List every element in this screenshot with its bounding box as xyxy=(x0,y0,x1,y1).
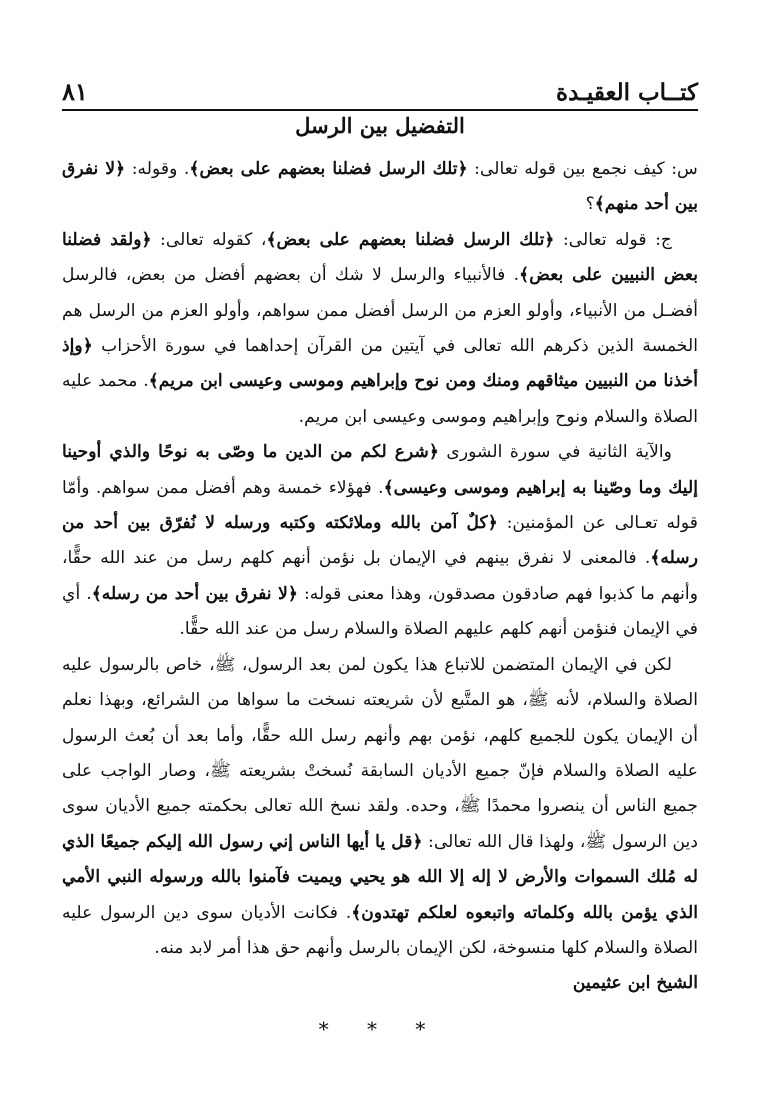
quran-verse: ﴿تلك الرسل فضلنا بعضهم على بعض﴾ xyxy=(189,159,468,179)
quran-verse: ﴿كلٌ آمن بالله وملائكته وكتبه ورسله لا نُفرّق بين أحد من رسله﴾ xyxy=(62,513,698,569)
quran-verse: ﴿وإذ أخذنا من النبيين ميثاقهم ومنك ومن نوح وإبراهيم وموسى وعيسى ابن مريم﴾ xyxy=(62,336,698,392)
quran-verse: ﴿ولقد فضلنا بعض النبيين على بعض﴾ xyxy=(62,229,698,286)
quran-verse: ﴿قل يا أيها الناس إني رسول الله إليكم جميعًا الذي له مُلك السموات والأرض لا إله إلا الله هو يحيي ويميت فآمنوا بالله ورسوله النبي الأمي الذي يؤمن بالله وكلماته واتبعوه لعلكم تهتدون﴾ xyxy=(62,831,698,923)
running-book-title: كتــاب العقيـدة xyxy=(556,79,698,106)
answer-text: . فالمعنى لا نفرق بينهم في الإيمان بل نؤمن أنهم كلهم رسل من عند الله حقًّا، وأنهم ما كذبوا فهم صادقون مصدقون، وهذا معنى قوله: xyxy=(62,548,698,604)
answer-paragraph-2 xyxy=(62,435,698,647)
quran-verse: ﴿لا نفرق بين أحد من رسله﴾ xyxy=(91,583,298,604)
answer-text: . أي في الإيمان فنؤمن أنهم كلهم عليهم الصلاة والسلام رسل من عند الله حقًّا. xyxy=(62,583,698,640)
quran-verse: ﴿تلك الرسل فضلنا بعضهم على بعض﴾ xyxy=(266,229,555,250)
answer-text: ج: قوله تعالى: xyxy=(554,229,672,250)
section-separator: * * * xyxy=(318,1016,442,1041)
section-title: التفضيل بين الرسل xyxy=(295,113,465,138)
page-header xyxy=(62,70,698,111)
answer-text: ، كقوله تعالى: xyxy=(151,229,267,250)
quran-verse: ﴿شرع لكم من الدين ما وصّى به نوحًا والذي أوحينا إليك وما وصّينا به إبراهيم وموسى وعيسى﴾ xyxy=(62,442,698,498)
page-body xyxy=(62,152,698,1047)
question-text: . وقوله: xyxy=(125,159,190,179)
answer-text: . فكانت الأديان سوى دين الرسول عليه الصلاة والسلام كلها منسوخة، لكن الإيمان بالرسل وأنهم حق هذا أمر لابد منه. xyxy=(62,902,698,958)
answer-paragraph-1 xyxy=(62,223,698,435)
answer-text: . فالأنبياء والرسل لا شك أن بعضهم أفضل من بعض، فالرسل أفضـل من الأنبياء، وأولو العزم من الرسل أفضل ممن سواهم، وأولو العزم من الرسل هم الخمسة الذين ذكرهم الله تعالى في آيتين من القرآن إحداهما في سورة الأحزاب xyxy=(62,265,698,357)
question-paragraph xyxy=(62,152,698,223)
author-signature: الشيخ ابن عثيمين xyxy=(572,973,698,994)
quran-verse: ﴿لا نفرق بين أحد منهم﴾ xyxy=(62,159,698,215)
question-text: ؟ xyxy=(585,194,595,215)
page-number: ٨١ xyxy=(62,77,88,106)
answer-paragraph-3 xyxy=(62,648,698,967)
answer-text: لكن في الإيمان المتضمن للاتباع هذا يكون لمن بعد الرسول، ﷺ، خاص بالرسول عليه الصلاة والسلام، لأنه ﷺ، هو المتَّبع لأن شريعته نسخت ما سواها من الشرائع، وبهذا نعلم أن الإيمان يكون للجميع كلهم، نؤمن بهم وأنهم رسل الله حقًّا، وأما بعد أن بُعث الرسول عليه الصلاة والسلام فإنّ جميع الأديان السابقة نُسختْ بشريعته ﷺ، وصار الواجب على جميع الناس أن ينصروا محمدًا ﷺ، وحده. ولقد نسخ الله تعالى بحكمته جميع الأديان سوى دين الرسول ﷺ، ولهذا قال الله تعالى: xyxy=(62,654,698,852)
answer-text: والآية الثانية في سورة الشورى xyxy=(438,442,672,463)
answer-text: . محمد عليه الصلاة والسلام ونوح وإبراهيم وموسى وعيسى ابن مريم. xyxy=(62,371,698,427)
question-text: س: كيف نجمع بين قوله تعالى: xyxy=(467,159,698,179)
answer-text: . فهؤلاء خمسة وهم أفضل ممن سواهم. وأمّا قوله تعـالى عن المؤمنين: xyxy=(62,477,698,534)
